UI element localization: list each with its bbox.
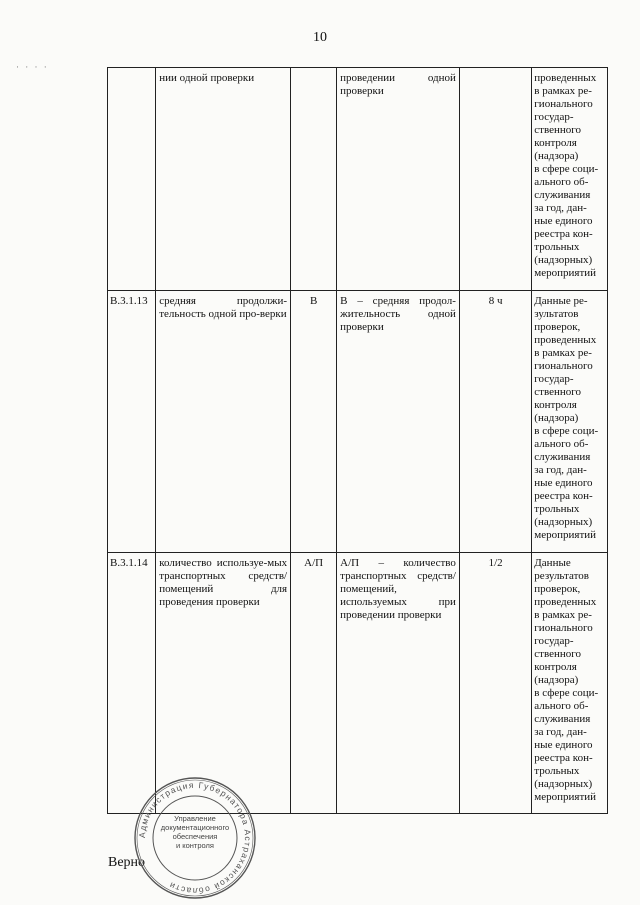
stamp-inner-text: Управление документационного обеспечения и контроля bbox=[160, 814, 230, 850]
page-number: 10 bbox=[313, 30, 327, 45]
row-source: Данные результатов проверок, проведенных в рамках ре- гионального государ- ственного контроля (надзора) в сфере соци- ального об- служивания за год, дан- ные единого реестра кон- трольных (надзорных) мероприятий bbox=[532, 553, 608, 814]
row-code: В.3.1.13 bbox=[108, 291, 156, 553]
row-value bbox=[459, 68, 531, 291]
row-name: количество используе-мых транспортных средств/помещений для проведения проверки bbox=[156, 553, 291, 814]
indicator-table bbox=[107, 67, 608, 814]
row-source: проведенных в рамках ре- гионального государ- ственного контроля (надзора) в сфере соци- ального об- служивания за год, дан- ные единого реестра кон- трольных (надзорных) мероприятий bbox=[532, 68, 608, 291]
row-mark: А/П bbox=[291, 553, 337, 814]
table-row bbox=[108, 68, 608, 291]
row-value: 8 ч bbox=[459, 291, 531, 553]
stamp-ring-text: Администрация Губернатора Астраханской области bbox=[136, 779, 254, 897]
row-formula: А/П – количество транспортных средств/помещений, используемых при проведении проверки bbox=[337, 553, 460, 814]
verno-signature-label: Верно bbox=[108, 855, 146, 870]
row-name: нии одной проверки bbox=[156, 68, 291, 291]
row-name: средняя продолжи-тельность одной про-верки bbox=[156, 291, 291, 553]
row-formula: проведении одной проверки bbox=[337, 68, 460, 291]
row-value: 1/2 bbox=[459, 553, 531, 814]
row-code: В.3.1.14 bbox=[108, 553, 156, 814]
scan-artifact: · · · · bbox=[16, 62, 49, 72]
row-source: Данные ре- зультатов проверок, проведенных в рамках ре- гионального государ- ственного контроля (надзора) в сфере соци- ального об- служивания за год, дан- ные единого реестра кон- трольных (надзорных) мероприятий bbox=[532, 291, 608, 553]
row-code bbox=[108, 68, 156, 291]
row-formula: В – средняя продол-жительность одной проверки bbox=[337, 291, 460, 553]
row-mark: В bbox=[291, 291, 337, 553]
table-row bbox=[108, 291, 608, 553]
table-row bbox=[108, 553, 608, 814]
row-mark bbox=[291, 68, 337, 291]
